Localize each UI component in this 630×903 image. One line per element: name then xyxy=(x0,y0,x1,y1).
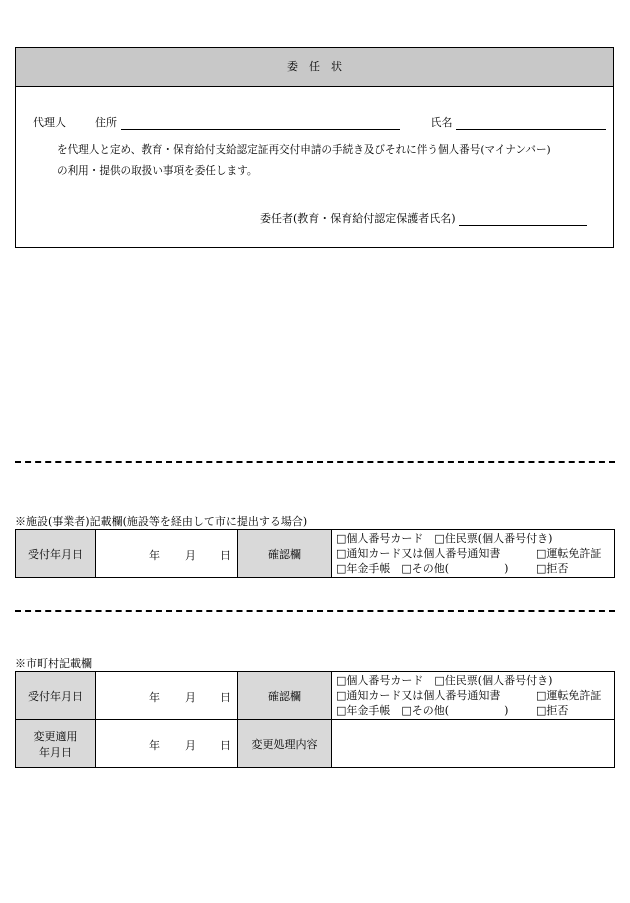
options-line-3a: □年金手帳 □その他( ) xyxy=(336,562,509,575)
municipal-received-date-field[interactable] xyxy=(96,672,238,720)
day-label: 日 xyxy=(220,690,231,704)
facility-heading: ※施設(事業者)記載欄(施設等を経由して市に提出する場合) xyxy=(15,515,308,528)
change-date-label-line-1: 変更適用 xyxy=(33,729,78,743)
name-label: 氏名 xyxy=(430,116,453,129)
received-date-field[interactable] xyxy=(96,530,238,578)
proxy-form xyxy=(15,47,614,248)
month-label: 月 xyxy=(185,548,196,562)
delegator-label: 委任者(教育・保育給付認定保護者氏名) xyxy=(260,212,456,225)
confirm-label: 確認欄 xyxy=(238,530,332,578)
proxy-body-line-1: を代理人と定め、教育・保育給付支給認定証再交付申請の手続き及びそれに伴う個人番号(マイナンバー) xyxy=(57,144,551,156)
day-label: 日 xyxy=(220,548,231,562)
options-line-3a: □年金手帳 □その他( ) xyxy=(336,704,509,717)
change-date-label-line-2: 年月日 xyxy=(39,745,72,759)
change-date-field[interactable] xyxy=(96,720,238,768)
options-line-1: □個人番号カード □住民票(個人番号付き) xyxy=(336,532,553,545)
options-line-2a: □通知カード又は個人番号通知書 xyxy=(336,547,501,560)
municipal-heading: ※市町村記載欄 xyxy=(15,657,92,670)
year-label: 年 xyxy=(149,738,160,752)
options-line-2a: □通知カード又は個人番号通知書 xyxy=(336,689,501,702)
options-line-2b: □運転免許証 xyxy=(536,547,602,560)
facility-table xyxy=(15,529,615,578)
cut-line xyxy=(15,610,615,612)
day-label: 日 xyxy=(220,738,231,752)
agent-row xyxy=(33,114,606,130)
options-line-1: □個人番号カード □住民票(個人番号付き) xyxy=(336,674,553,687)
month-label: 月 xyxy=(185,690,196,704)
address-label: 住所 xyxy=(95,116,117,129)
agent-name-field[interactable] xyxy=(456,117,606,130)
municipal-table xyxy=(15,671,615,768)
agent-label: 代理人 xyxy=(33,116,66,129)
change-content-field[interactable] xyxy=(332,720,615,768)
year-label: 年 xyxy=(149,548,160,562)
options-line-3b: □拒否 xyxy=(536,704,569,717)
year-label: 年 xyxy=(149,690,160,704)
address-field[interactable] xyxy=(121,117,400,130)
options-line-2b: □運転免許証 xyxy=(536,689,602,702)
change-content-label: 変更処理内容 xyxy=(238,720,332,768)
municipal-confirm-options[interactable] xyxy=(332,672,615,720)
cut-line xyxy=(15,461,615,463)
municipal-received-date-label: 受付年月日 xyxy=(16,672,96,720)
delegator-row xyxy=(260,210,587,226)
delegator-name-field[interactable] xyxy=(459,213,587,226)
confirm-options[interactable] xyxy=(332,530,615,578)
options-line-3b: □拒否 xyxy=(536,562,569,575)
municipal-confirm-label: 確認欄 xyxy=(238,672,332,720)
change-date-label xyxy=(16,720,96,768)
month-label: 月 xyxy=(185,738,196,752)
proxy-title: 委 任 状 xyxy=(16,48,613,87)
proxy-body-line-2: の利用・提供の取扱い事項を委任します。 xyxy=(57,165,258,177)
received-date-label: 受付年月日 xyxy=(16,530,96,578)
